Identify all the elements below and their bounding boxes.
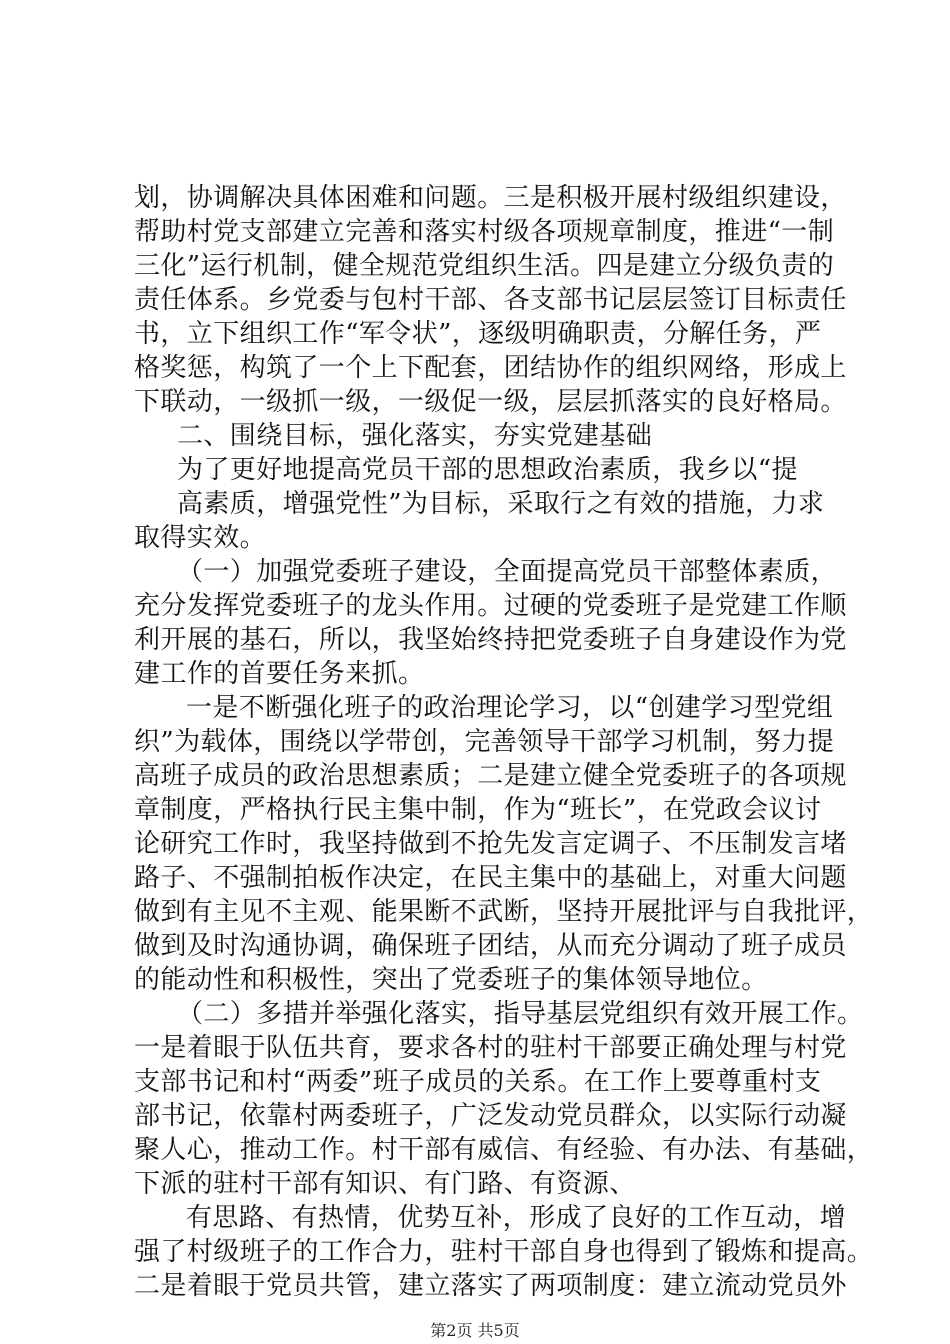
body-text-line: 高班子成员的政治思想素质；二是建立健全党委班子的各项规 — [134, 761, 847, 791]
body-text-line: 三化”运行机制，健全规范党组织生活。四是建立分级负责的 — [134, 251, 835, 281]
body-text-line: 有思路、有热情，优势互补，形成了良好的工作互动，增 — [186, 1203, 847, 1233]
body-text-line: 高素质，增强党性”为目标，采取行之有效的措施，力求 — [177, 489, 825, 519]
body-text-line: 充分发挥党委班子的龙头作用。过硬的党委班子是党建工作顺 — [134, 591, 847, 621]
body-text-line: 书，立下组织工作“军令状”，逐级明确职责，分解任务，严 — [134, 319, 822, 349]
body-text-line: 强了村级班子的工作合力，驻村干部自身也得到了锻炼和提高。 — [134, 1237, 874, 1267]
body-text-line: 下派的驻村干部有知识、有门路、有资源、 — [134, 1169, 636, 1199]
body-text-line: 路子、不强制拍板作决定，在民主集中的基础上，对重大问题 — [134, 863, 847, 893]
body-text-line: 利开展的基石，所以，我坚始终持把党委班子自身建设作为党 — [134, 625, 847, 655]
subsection-heading: （一）加强党委班子建设，全面提高党员干部整体素质， — [177, 557, 838, 587]
body-text-line: 做到有主见不主观、能果断不武断，坚持开展批评与自我批评， — [134, 897, 874, 927]
body-text-line: 一是着眼于队伍共育，要求各村的驻村干部要正确处理与村党 — [134, 1033, 847, 1063]
body-text-line: 划，协调解决具体困难和问题。三是积极开展村级组织建设， — [134, 183, 847, 213]
body-text-line: 格奖惩，构筑了一个上下配套，团结协作的组织网络，形成上 — [134, 353, 847, 383]
page-footer: 第2页 共5页 — [430, 1321, 520, 1340]
body-text-line: 章制度，严格执行民主集中制，作为“班长”，在党政会议讨 — [134, 795, 822, 825]
body-text-line: 为了更好地提高党员干部的思想政治素质，我乡以“提 — [177, 455, 798, 485]
body-text-line: 的能动性和积极性，突出了党委班子的集体领导地位。 — [134, 965, 768, 995]
body-text-line: 责任体系。乡党委与包村干部、各支部书记层层签订目标责任 — [134, 285, 847, 315]
body-text-line: 做到及时沟通协调，确保班子团结，从而充分调动了班子成员 — [134, 931, 847, 961]
body-text-line: 二是着眼于党员共管，建立落实了两项制度：建立流动党员外 — [134, 1271, 847, 1301]
body-text-line: 织”为载体，围绕以学带创，完善领导干部学习机制，努力提 — [134, 727, 835, 757]
body-text-line: 支部书记和村“两委”班子成员的关系。在工作上要尊重村支 — [134, 1067, 822, 1097]
body-text-line: 聚人心，推动工作。村干部有威信、有经验、有办法、有基础， — [134, 1135, 874, 1165]
section-heading: 二、围绕目标，强化落实，夯实党建基础 — [177, 421, 653, 451]
subsection-heading: （二）多措并举强化落实，指导基层党组织有效开展工作。 — [177, 999, 864, 1029]
body-text-line: 论研究工作时，我坚持做到不抢先发言定调子、不压制发言堵 — [134, 829, 847, 859]
body-text-line: 帮助村党支部建立完善和落实村级各项规章制度，推进“一制 — [134, 217, 835, 247]
body-text-line: 建工作的首要任务来抓。 — [134, 659, 425, 689]
body-text-line: 取得实效。 — [134, 523, 267, 553]
body-text-line: 下联动，一级抓一级，一级促一级，层层抓落实的良好格局。 — [134, 387, 847, 417]
body-text-line: 部书记，依靠村两委班子，广泛发动党员群众，以实际行动凝 — [134, 1101, 847, 1131]
body-text-line: 一是不断强化班子的政治理论学习，以“创建学习型党组 — [186, 693, 834, 723]
